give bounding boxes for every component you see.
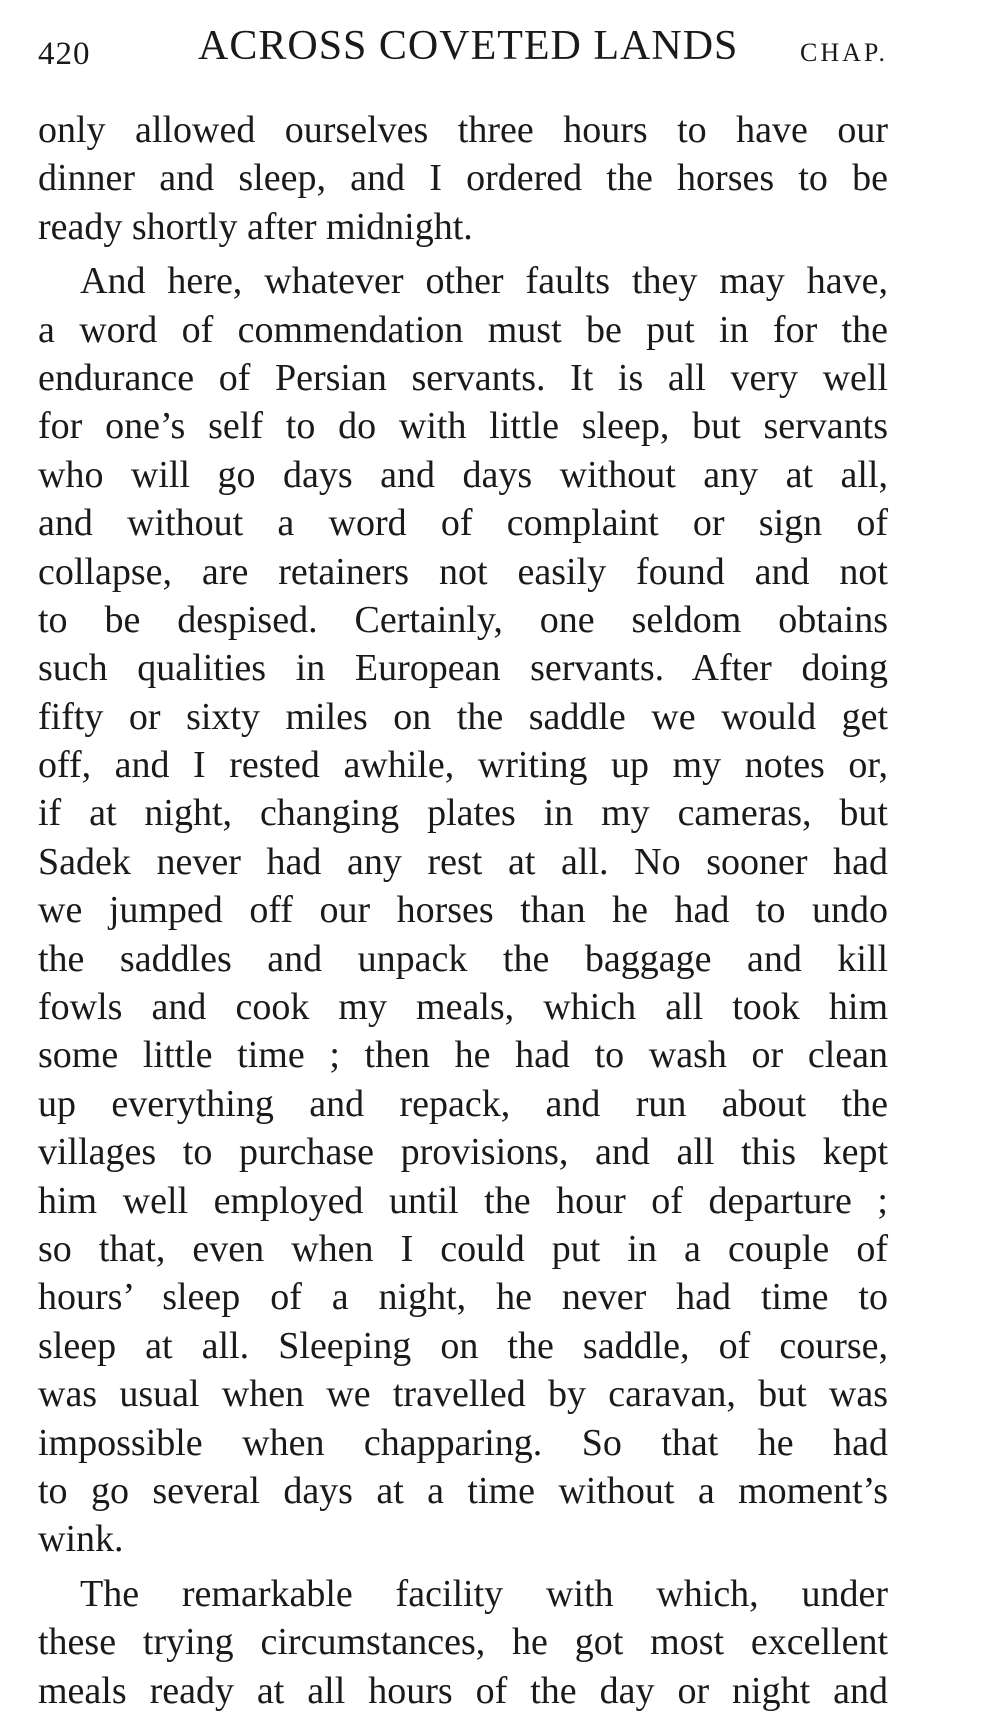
text-line: sleep at all. Sleeping on the saddle, of course, [38, 1324, 888, 1367]
paragraph [38, 106, 888, 251]
text-line: him well employed until the hour of departure ; [38, 1179, 888, 1222]
text-line: And here, whatever other faults they may have, [80, 260, 888, 303]
body-text [38, 106, 888, 1715]
text-line: the saddles and unpack the baggage and kill [38, 937, 888, 980]
paragraph [38, 257, 888, 1564]
text-line: The remarkable facility with which, under [80, 1572, 888, 1615]
text-line: we jumped off our horses than he had to undo [38, 889, 888, 932]
text-line: to go several days at a time without a moment’s [38, 1469, 888, 1512]
text-line: some little time ; then he had to wash or clean [38, 1034, 888, 1077]
text-line: up everything and repack, and run about the [38, 1082, 888, 1125]
running-head [38, 22, 888, 78]
text-line: to be despised. Certainly, one seldom obtains [38, 598, 888, 641]
text-line: hours’ sleep of a night, he never had time to [38, 1276, 888, 1319]
text-line: ready shortly after midnight. [38, 205, 473, 248]
chapter-label: CHAP. [800, 38, 888, 67]
text-line: only allowed ourselves three hours to have our [38, 109, 888, 151]
paragraph [38, 1570, 888, 1715]
text-line: dinner and sleep, and I ordered the horses to be [38, 157, 888, 200]
text-line: off, and I rested awhile, writing up my notes or, [38, 744, 888, 787]
text-line: endurance of Persian servants. It is all very well [38, 356, 888, 399]
text-line: fowls and cook my meals, which all took him [38, 986, 888, 1029]
text-line: Sadek never had any rest at all. No sooner had [38, 840, 888, 883]
text-line: was usual when we travelled by caravan, but was [38, 1373, 888, 1416]
text-line: so that, even when I could put in a couple of [38, 1227, 888, 1270]
text-line: wink. [38, 1518, 124, 1561]
text-line: villages to purchase provisions, and all this kept [38, 1131, 888, 1174]
text-line: and without a word of complaint or sign of [38, 502, 888, 545]
text-line: these trying circumstances, he got most excellent [38, 1621, 888, 1664]
text-line: collapse, are retainers not easily found and not [38, 550, 888, 593]
text-line: a word of commendation must be put in for the [38, 308, 888, 351]
text-line: for one’s self to do with little sleep, but servants [38, 405, 888, 448]
text-line: such qualities in European servants. After doing [38, 647, 888, 690]
book-title: ACROSS COVETED LANDS [198, 23, 739, 69]
text-line: who will go days and days without any at all, [38, 453, 888, 496]
text-line: if at night, changing plates in my cameras, but [38, 792, 888, 835]
page-number: 420 [38, 36, 91, 72]
text-line: fifty or sixty miles on the saddle we would get [38, 695, 888, 738]
book-page [38, 0, 888, 1719]
text-line: meals ready at all hours of the day or night and [38, 1669, 888, 1712]
text-line: impossible when chapparing. So that he had [38, 1421, 888, 1464]
